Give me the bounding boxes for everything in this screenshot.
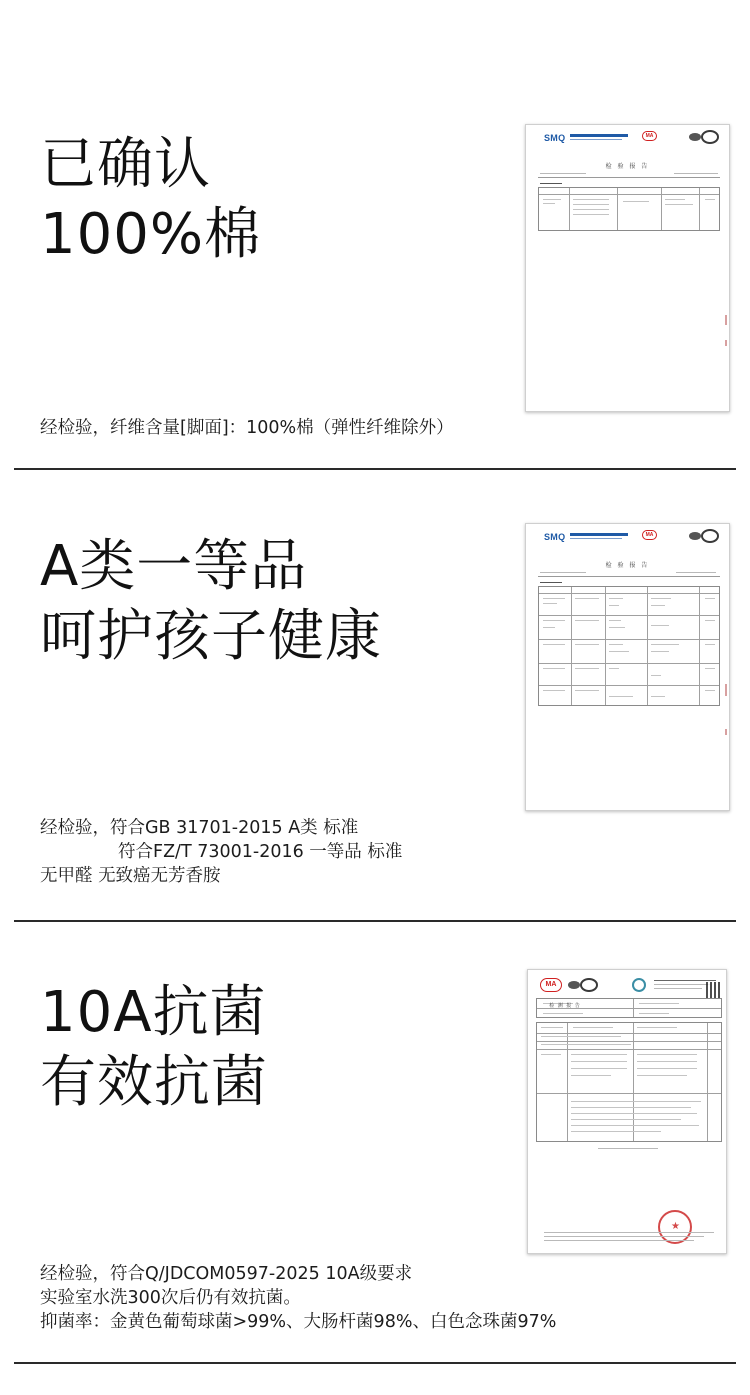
- official-seal-icon: ★: [658, 1210, 692, 1244]
- report-title: 检 测 报 告: [549, 1003, 581, 1009]
- headline-line-1: 已确认: [40, 132, 211, 197]
- headline-line-1: 10A抗菌: [40, 980, 267, 1045]
- test-report-image: [527, 969, 727, 1254]
- ma-certification-icon: MA: [540, 978, 562, 992]
- section-fiber-content: [0, 0, 750, 470]
- headline-line-2: 100%棉: [40, 202, 262, 267]
- report-table: [538, 586, 720, 706]
- description-line: 经检验，纤维含量[脚面]：100%棉（弹性纤维除外）: [40, 418, 454, 438]
- description-line: 经检验，符合Q/JDCOM0597-2025 10A级要求: [40, 1264, 413, 1284]
- report-title: 检 验 报 告: [605, 562, 650, 569]
- grade-description: [40, 816, 402, 888]
- ma-certification-icon: MA: [642, 131, 657, 141]
- description-line: 实验室水洗300次后仍有效抗菌。: [40, 1288, 301, 1308]
- antibacterial-description: [40, 1262, 556, 1334]
- report-header: [526, 524, 729, 548]
- section-divider: [14, 1362, 736, 1364]
- section-grade-a: [0, 470, 750, 922]
- test-report-image: [525, 523, 730, 811]
- report-table: [536, 1022, 722, 1142]
- test-report-image: [525, 124, 730, 412]
- ma-certification-icon: MA: [642, 530, 657, 540]
- testing-org-logo-icon: [632, 978, 646, 992]
- headline-line-1: A类一等品: [40, 534, 308, 599]
- section-antibacterial: [0, 922, 750, 1364]
- smq-logo: SMQ: [544, 532, 566, 542]
- report-header: [526, 125, 729, 149]
- report-table: [538, 187, 720, 231]
- cnas-logo-icon: [689, 130, 721, 144]
- description-line: 符合FZ/T 73001-2016 一等品 标准: [118, 842, 403, 862]
- description-line: 经检验，符合GB 31701-2015 A类 标准: [40, 818, 359, 838]
- fiber-description: [40, 416, 454, 440]
- description-line: 抑菌率：金黄色葡萄球菌>99%、大肠杆菌98%、白色念珠菌97%: [40, 1312, 557, 1332]
- headline-line-2: 呵护孩子健康: [40, 604, 382, 669]
- report-title: 检 验 报 告: [605, 163, 650, 170]
- headline-line-2: 有效抗菌: [40, 1050, 268, 1115]
- cnas-logo-icon: [568, 978, 600, 992]
- cnas-logo-icon: [689, 529, 721, 543]
- smq-logo: SMQ: [544, 133, 566, 143]
- description-line: 无甲醛 无致癌无芳香胺: [40, 866, 221, 886]
- qr-code-icon: [706, 982, 722, 998]
